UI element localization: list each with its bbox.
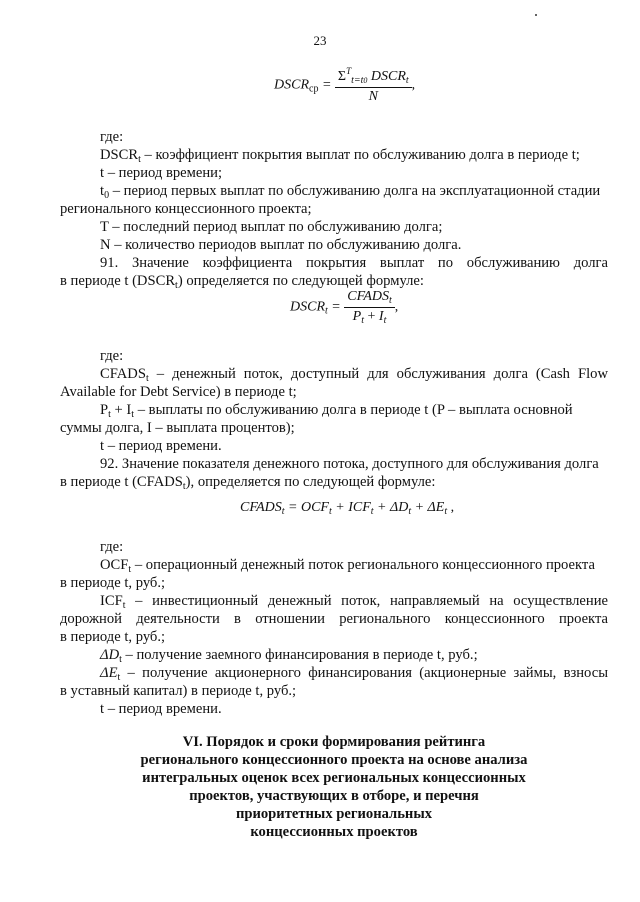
definition-text: – денежный поток, доступный для обслуживания долга (Cash Flow — [148, 366, 608, 382]
fraction — [335, 66, 412, 105]
formula-term: I — [378, 309, 384, 324]
subscript: t — [108, 409, 111, 420]
text: в периоде t (CFADS — [60, 474, 183, 490]
formula-subscript: t — [328, 506, 332, 517]
term: DSCR — [100, 147, 139, 163]
formula-punctuation: , — [411, 77, 416, 93]
section-heading-line: приоритетных региональных — [235, 806, 433, 822]
formula-operator: + — [363, 309, 379, 324]
term: + I — [110, 402, 132, 418]
formula-term: DSCR — [370, 69, 406, 84]
fraction-numerator — [335, 66, 412, 88]
formula-subscript: t — [383, 315, 387, 326]
formula-subscript: 0 — [363, 76, 368, 85]
subscript: t — [122, 600, 126, 611]
formula-term: + ΔE — [411, 500, 445, 515]
paragraph-line: T – последний период выплат по обслуживанию долга; — [100, 219, 443, 235]
term: ΔD — [100, 647, 120, 663]
subscript: t — [117, 672, 121, 683]
paragraph-line: в уставный капитал) в периоде t, руб.; — [60, 683, 297, 699]
section-heading-line: концессионных проектов — [250, 824, 418, 840]
formula-dscr-average: $DSCR_{ср}$ = $\frac{\Sigma^T_{t=t0} DSCR_t}{N}$ , — [274, 66, 416, 104]
paragraph-line: в периоде t, руб.; — [60, 575, 166, 591]
text: ) определяется по следующей формуле: — [177, 273, 424, 289]
formula-punctuation: , — [447, 500, 455, 515]
formula-punctuation: , — [394, 299, 399, 315]
formula-subscript: t — [281, 506, 285, 517]
formula-subscript: t — [405, 75, 409, 86]
subscript: 0 — [104, 190, 110, 201]
paragraph-line: в периоде t, руб.; — [60, 629, 166, 645]
definition-text: – выплаты по обслуживанию долга в периоде t (P – выплата основной — [134, 402, 573, 418]
paragraph-line: 92. Значение показателя денежного потока, доступного для обслуживания долга — [100, 456, 599, 472]
formula-term: = OCF — [284, 500, 329, 515]
subscript: t — [175, 280, 178, 291]
scan-speck — [535, 14, 537, 16]
paragraph-line: где: — [100, 348, 124, 364]
fraction-denominator: N — [368, 89, 378, 104]
subscript: t — [138, 154, 141, 165]
subscript: t — [131, 409, 135, 420]
subscript: t — [119, 654, 122, 665]
text: в периоде t (DSCR — [60, 273, 176, 289]
term: ICF — [100, 593, 123, 609]
formula-subscript: t — [444, 506, 448, 517]
text: ), определяется по следующей формуле: — [185, 474, 436, 490]
subscript: t — [145, 373, 149, 384]
formula-term: + ICF — [331, 500, 371, 515]
paragraph-line — [100, 128, 608, 146]
term: CFADS — [100, 366, 146, 382]
paragraph-line: 91. Значение коэффициента покрытия выплат по обслуживанию долга — [100, 255, 608, 271]
formula-term: DSCR — [274, 77, 309, 93]
definition-text: – период первых выплат по обслуживанию долга на эксплуатационной стадии — [109, 183, 601, 199]
formula-subscript: t — [361, 315, 364, 326]
paragraph-line: где: — [100, 539, 124, 555]
formula-subscript: ср — [309, 83, 319, 95]
paragraph-line: суммы долга, I – выплата процентов); — [60, 420, 295, 436]
paragraph-line: регионального концессионного проекта; — [60, 201, 312, 217]
formula-cfads — [240, 500, 454, 517]
where-label: где: — [100, 129, 124, 145]
paragraph-line — [60, 473, 608, 496]
definition-text: – инвестиционный денежный поток, направляемый на осуществление — [125, 593, 608, 609]
formula-subscript: t — [325, 305, 328, 317]
definition-text: – получение заемного финансирования в периоде t, руб.; — [121, 647, 478, 663]
fraction-denominator — [344, 308, 395, 326]
paragraph-line: t – период времени; — [100, 165, 223, 181]
term: ΔE — [100, 665, 118, 681]
paragraph-line: t – период времени. — [100, 701, 222, 717]
page-number: 23 — [313, 33, 327, 48]
formula-term: + ΔD — [373, 500, 409, 515]
formula-term: DSCR — [290, 299, 325, 315]
paragraph-line: Available for Debt Service) в периоде t; — [60, 384, 297, 400]
formula-superscript: T — [346, 66, 352, 76]
formula-subscript: t — [408, 506, 412, 517]
paragraph-line: N – количество периодов выплат по обслуживанию долга. — [100, 237, 462, 253]
section-heading-line: проектов, участвующих в отборе, и перечня — [189, 788, 479, 804]
section-heading-line: регионального концессионного проекта на основе анализа — [140, 752, 528, 768]
section-heading-line: VI. Порядок и сроки формирования рейтинга — [182, 734, 486, 750]
formula-term: CFADS — [347, 289, 389, 304]
definition-text: – операционный денежный поток регионального концессионного проекта — [131, 557, 595, 573]
term: t — [100, 183, 105, 199]
term: P — [100, 402, 109, 418]
paragraph-line: дорожной деятельности в отношении регионального концессионного проекта — [60, 611, 608, 627]
formula-dscr-t: $DSCR_t$ = $\frac{CFADS_t}{P_t + I_t}$ , — [290, 289, 399, 326]
sigma-symbol: Σ — [337, 69, 347, 84]
formula-subscript: t — [370, 506, 374, 517]
fraction-numerator — [344, 289, 395, 308]
formula-term: P — [352, 309, 362, 324]
subscript: t — [182, 481, 186, 492]
formula-term: CFADS — [240, 500, 282, 515]
formula-subscript: t — [388, 295, 392, 306]
paragraph-line: t – период времени. — [100, 438, 222, 454]
fraction — [344, 289, 395, 326]
definition-text: – получение акционерного финансирования (акционерные займы, взносы — [120, 665, 608, 681]
definition-text: – коэффициент покрытия выплат по обслуживанию долга в периоде t; — [140, 147, 580, 163]
subscript: t — [128, 564, 132, 575]
term: OCF — [100, 557, 129, 573]
formula-subscript: t=t — [351, 75, 364, 86]
section-heading-line: интегральных оценок всех региональных концессионных — [142, 770, 526, 786]
